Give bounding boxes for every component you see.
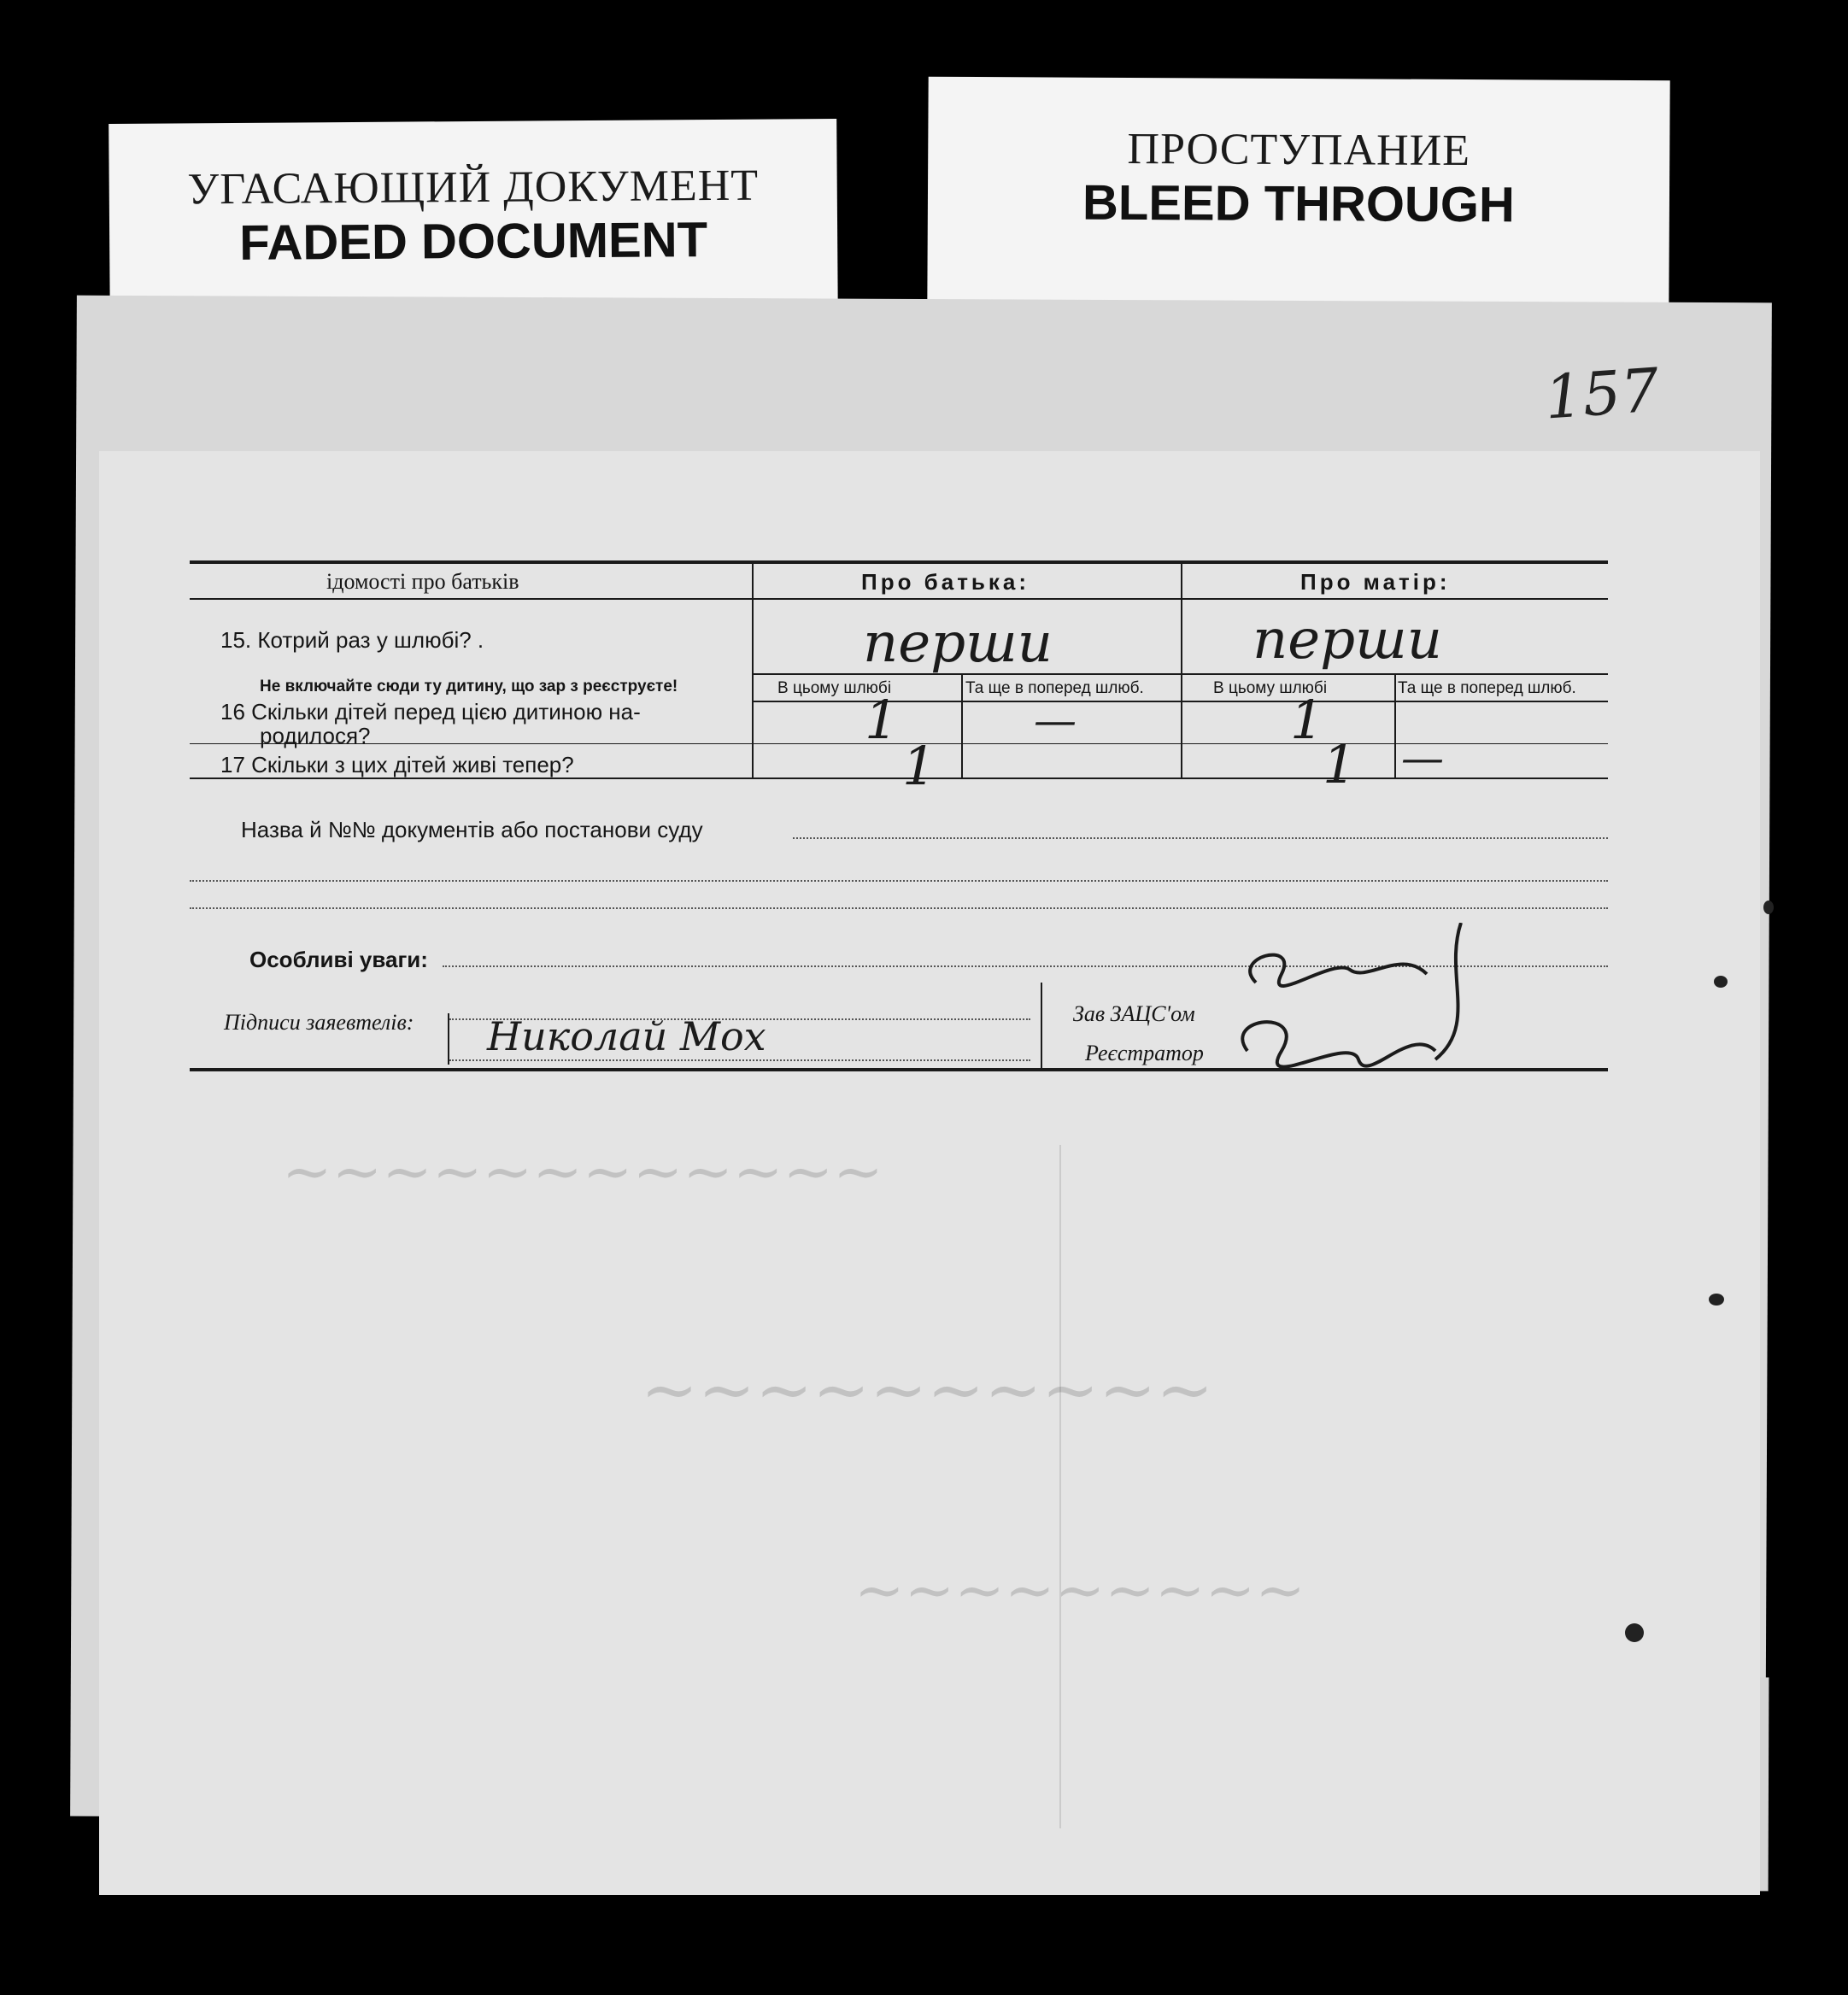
page-number: 157 — [1542, 355, 1662, 433]
paper-speck — [1763, 901, 1774, 914]
documents-line — [793, 837, 1608, 839]
registrar-signature-stroke — [1242, 1022, 1435, 1066]
answer-mother-alive-prev: — — [1401, 733, 1444, 783]
col-divider-mother — [1181, 564, 1182, 777]
head-label: Зав ЗАЦС'ом — [1073, 1001, 1195, 1026]
sub-father-this-marriage: В цьому шлюбі — [777, 679, 892, 697]
applicant-signature: Николай Мох — [487, 1013, 766, 1059]
head-signature-stroke — [1250, 955, 1427, 986]
faded-label-ru: УГАСАЮЩИЙ ДОКУМЕНТ — [187, 161, 760, 214]
col-subdivider-father — [961, 673, 963, 777]
answer-mother-children: 1 — [1290, 689, 1324, 751]
documents-line-2 — [190, 880, 1608, 882]
table-top-rule — [190, 560, 1608, 564]
signature-line-bottom — [449, 1059, 1030, 1061]
paper-speck — [1709, 1294, 1724, 1306]
paper-speck — [1625, 1623, 1644, 1642]
official-signatures — [1230, 923, 1487, 1085]
answer-father-children: 1 — [865, 689, 899, 751]
answer-father-alive: 1 — [902, 735, 936, 797]
sub-mother-prev-marriage: Та ще в поперед шлюб. — [1398, 679, 1576, 697]
header-mother: Про матір: — [1300, 569, 1451, 595]
flourish-stroke — [1435, 923, 1461, 1059]
remarks-label: Особливі уваги: — [249, 947, 428, 972]
question-16-line2: родилося? — [260, 723, 371, 748]
question-16-line1: 16 Скільки дітей перед цією дитиною на- — [220, 699, 641, 725]
row-rule-17 — [190, 743, 1608, 744]
question-16-note: Не включайте сюди ту дитину, що зар з реєструєте! — [260, 678, 678, 695]
answer-father-prev: — — [1034, 695, 1077, 745]
sub-father-prev-marriage: Та ще в поперед шлюб. — [965, 679, 1144, 697]
col-subdivider-mother — [1394, 673, 1396, 777]
answer-mother-marriage: перши — [1253, 608, 1442, 672]
bleed-through-rule — [1059, 1145, 1061, 1828]
signatures-label: Підписи заяевтелів: — [224, 1010, 414, 1035]
question-15: 15. Котрий раз у шлюбі? . — [220, 627, 484, 653]
documents-line-3 — [190, 907, 1608, 909]
faded-document-label — [109, 119, 838, 322]
bleed-through-writing: ~~~~~~~~~~ — [641, 1350, 1214, 1429]
bleed-label-ru: ПРОСТУПАНИЕ — [1127, 124, 1471, 176]
answer-father-marriage: перши — [863, 612, 1053, 675]
table-header-rule — [190, 598, 1608, 600]
sub-mother-this-marriage: В цьому шлюбі — [1213, 679, 1328, 697]
signature-box-left — [448, 1013, 449, 1065]
signature-divider — [1041, 983, 1042, 1068]
paper-speck — [1714, 976, 1728, 988]
registrar-label: Реєстратор — [1085, 1041, 1204, 1065]
question-17: 17 Скільки з цих дітей живі тепер? — [220, 752, 574, 777]
bleed-through-label — [927, 77, 1669, 310]
header-parents: ідомості про батьків — [326, 569, 519, 594]
documents-label: Назва й №№ документів або постанови суду — [241, 817, 703, 842]
col-divider-father — [752, 564, 754, 777]
bleed-label-en: BLEED THROUGH — [1082, 174, 1516, 233]
faded-label-en: FADED DOCUMENT — [239, 212, 708, 271]
header-father: Про батька: — [861, 569, 1030, 595]
bleed-through-writing: ~~~~~~~~~~~~ — [282, 1136, 883, 1206]
bleed-through-writing: ~~~~~~~~~ — [854, 1555, 1305, 1625]
answer-mother-alive: 1 — [1323, 733, 1357, 795]
